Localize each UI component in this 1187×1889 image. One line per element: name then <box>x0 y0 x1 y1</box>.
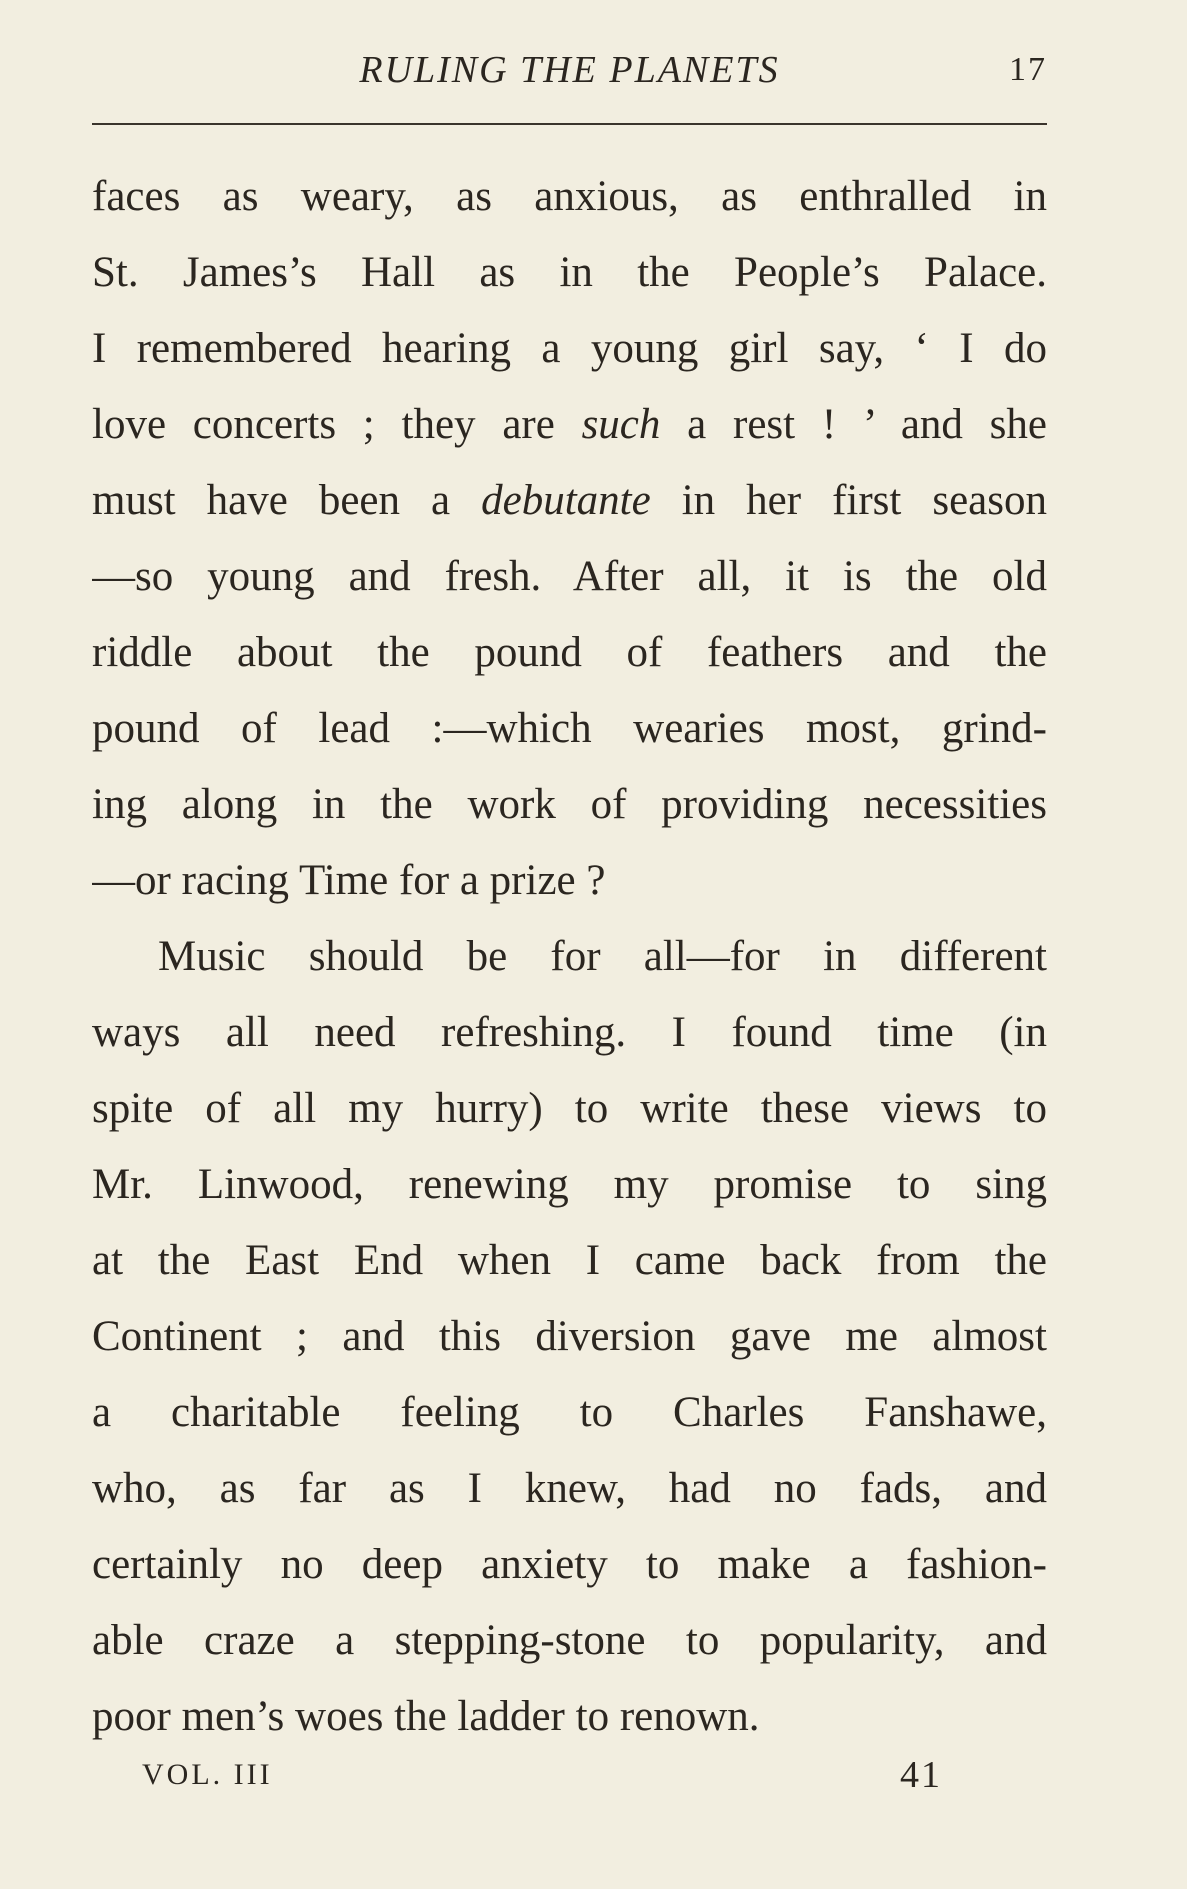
header-rule <box>92 123 1047 125</box>
volume-signature: VOL. III <box>142 1758 273 1791</box>
text-line: pound of lead :—which wearies most, grind- <box>92 705 1047 752</box>
sheet-number: 41 <box>900 1754 942 1796</box>
text-line: faces as weary, as anxious, as enthralled in <box>92 173 1047 220</box>
text-line: —so young and fresh. After all, it is the old <box>92 553 1047 600</box>
text-line: at the East End when I came back from the <box>92 1237 1047 1284</box>
running-title: RULING THE PLANETS <box>359 49 780 91</box>
body-text <box>92 159 1047 1755</box>
text-line: spite of all my hurry) to write these views to <box>92 1085 1047 1132</box>
text-line: riddle about the pound of feathers and the <box>92 629 1047 676</box>
text-line: certainly no deep anxiety to make a fashion- <box>92 1541 1047 1588</box>
text-line: love concerts ; they are such a rest ! ’ and she <box>92 401 1047 448</box>
text-line: ways all need refreshing. I found time (in <box>92 1009 1047 1056</box>
italic-word: debutante <box>481 477 651 524</box>
paragraph-start-line: Music should be for all—for in different <box>158 933 1047 980</box>
text-line: St. James’s Hall as in the People’s Palace. <box>92 249 1047 296</box>
text-line: —or racing Time for a prize ? <box>92 857 606 904</box>
text-line: who, as far as I knew, had no fads, and <box>92 1465 1047 1512</box>
page-footer <box>142 1748 962 1802</box>
text-line: able craze a stepping-stone to popularity, and <box>92 1617 1047 1664</box>
text-line: Continent ; and this diversion gave me almost <box>92 1313 1047 1360</box>
text-line: a charitable feeling to Charles Fanshawe, <box>92 1389 1047 1436</box>
text-line: I remembered hearing a young girl say, ‘ I do <box>92 325 1047 372</box>
text-line: Mr. Linwood, renewing my promise to sing <box>92 1161 1047 1208</box>
text-line: ing along in the work of providing necessities <box>92 781 1047 828</box>
italic-word: such <box>581 401 661 448</box>
page-number: 17 <box>1009 51 1047 88</box>
text-line: poor men’s woes the ladder to renown. <box>92 1693 760 1740</box>
text-line: must have been a debutante in her first season <box>92 477 1047 524</box>
page-header <box>92 44 1047 96</box>
